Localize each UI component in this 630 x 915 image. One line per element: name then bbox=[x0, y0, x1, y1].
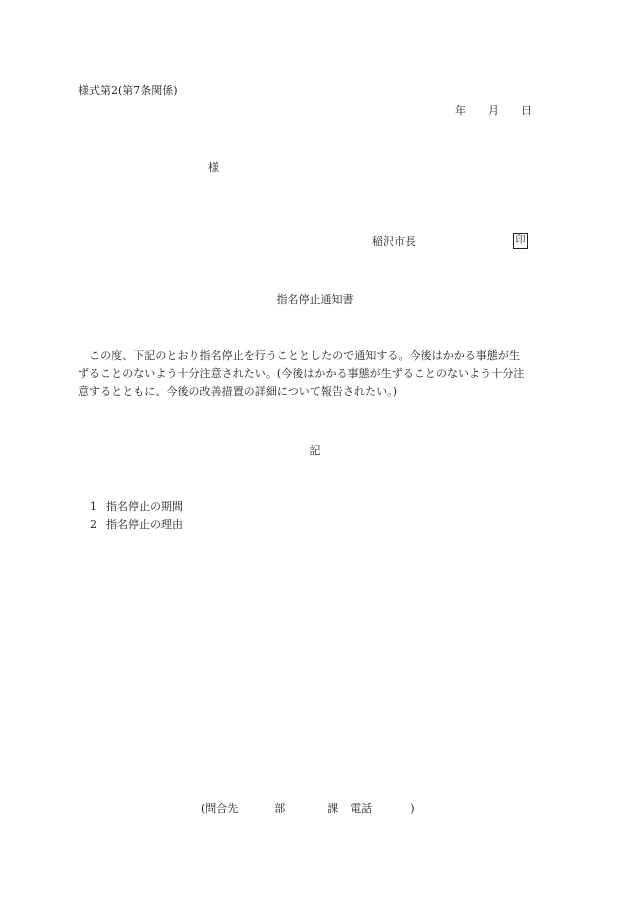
ki-heading: 記 bbox=[309, 444, 321, 457]
contact-phone: 電話 bbox=[350, 802, 373, 815]
item-label: 指名停止の理由 bbox=[106, 518, 183, 531]
addressee-suffix: 様 bbox=[208, 161, 219, 174]
date-month: 月 bbox=[488, 104, 499, 117]
contact-open: (問合先 bbox=[201, 802, 239, 815]
body-line: この度、下記のとおり指名停止を行うこととしたので通知する。今後はかかる事態が生 bbox=[78, 349, 520, 362]
contact-section: 課 bbox=[327, 802, 339, 815]
list-item bbox=[90, 518, 183, 532]
contact-line bbox=[201, 802, 415, 816]
sender-name: 稲沢市長 bbox=[372, 235, 416, 248]
form-number: 様式第2(第7条関係) bbox=[78, 84, 178, 97]
item-number: 1 bbox=[90, 500, 97, 513]
item-number: 2 bbox=[90, 518, 97, 531]
body-text bbox=[78, 347, 550, 401]
contact-department: 部 bbox=[274, 802, 286, 815]
date-line bbox=[455, 104, 532, 118]
body-line: 意するとともに、今後の改善措置の詳細について報告されたい。) bbox=[78, 385, 398, 398]
date-year: 年 bbox=[455, 104, 466, 117]
item-label: 指名停止の期間 bbox=[106, 500, 183, 513]
date-day: 日 bbox=[521, 104, 532, 117]
seal-mark: 印 bbox=[513, 233, 528, 249]
contact-close: ) bbox=[410, 802, 415, 815]
body-line: ずることのないよう十分注意されたい。(今後はかかる事態が生ずることのないよう十分注 bbox=[78, 367, 525, 380]
document-title bbox=[0, 293, 630, 307]
document-title-text: 指名停止通知書 bbox=[276, 293, 354, 306]
list-item bbox=[90, 500, 183, 514]
